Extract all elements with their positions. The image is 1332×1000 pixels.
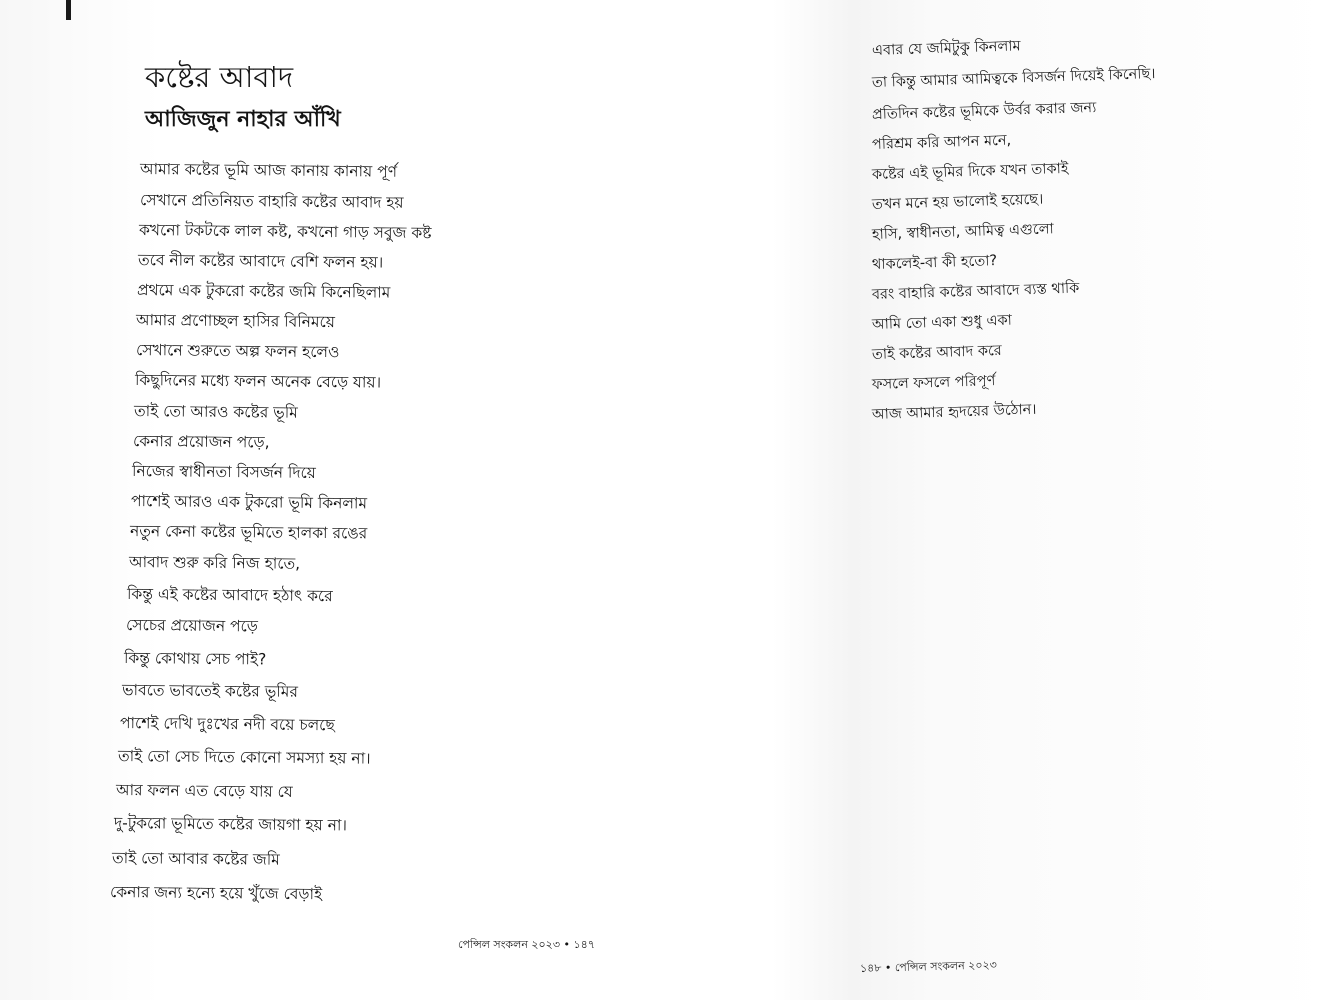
poem-line: আবাদ শুরু করি নিজ হাতে,: [128, 553, 301, 573]
poem-title: কষ্টের আবাদ: [145, 60, 294, 94]
right-page: [660, 0, 1332, 1000]
poem-line: ফসলে ফসলে পরিপূর্ণ: [871, 373, 996, 393]
poem-line: তাই তো আরও কষ্টের ভূমি: [133, 402, 298, 422]
poem-line: প্রতিদিন কষ্টের ভূমিকে উর্বর করার জন্য: [871, 99, 1097, 123]
poem-line: তাই তো সেচ দিতে কোনো সমস্যা হয় না।: [117, 747, 371, 768]
poem-line: হাসি, স্বাধীনতা, আমিত্ব এগুলো: [871, 221, 1054, 243]
poem-line: কেনার জন্য হন্যে হয়ে খুঁজে বেড়াই: [109, 883, 323, 904]
poem-line: নতুন কেনা কষ্টের ভূমিতে হালকা রঙের: [129, 522, 368, 543]
poem-line: সেখানে শুরুতে অল্প ফলন হলেও: [135, 341, 340, 362]
poem-line: সেখানে প্রতিনিয়ত বাহারি কষ্টের আবাদ হয়: [139, 191, 404, 212]
page-footer: ১৪৮ • পেন্সিল সংকলন ২০২৩: [859, 958, 997, 975]
poem-line: পরিশ্রম করি আপন মনে,: [871, 132, 1012, 153]
poem-line: তাই কষ্টের আবাদ করে: [871, 342, 1003, 363]
poem-line: কিন্তু এই কষ্টের আবাদে হঠাৎ করে: [126, 585, 333, 606]
poem-line: আমি তো একা শুধু একা: [871, 312, 1013, 333]
poem-line: তবে নীল কষ্টের আবাদে বেশি ফলন হয়।: [137, 251, 384, 272]
poem-line: কষ্টের এই ভূমির দিকে যখন তাকাই: [871, 160, 1069, 183]
poem-line: প্রথমে এক টুকরো কষ্টের জমি কিনেছিলাম: [136, 281, 391, 302]
poem-line: তখন মনে হয় ভালোই হয়েছে।: [871, 191, 1044, 213]
page-footer: পেন্সিল সংকলন ২০২৩ • ১৪৭: [458, 938, 595, 951]
poem-line: কিছুদিনের মধ্যে ফলন অনেক বেড়ে যায়।: [134, 371, 382, 392]
poem-line: ভাবতে ভাবতেই কষ্টের ভূমির: [121, 681, 299, 701]
poem-line: থাকলেই-বা কী হতো?: [871, 253, 998, 273]
poem-line: দু-টুকরো ভূমিতে কষ্টের জায়গা হয় না।: [113, 814, 348, 835]
poem-line: কেনার প্রয়োজন পড়ে,: [132, 432, 270, 452]
left-page: [0, 0, 660, 1000]
poem-line: আজ আমার হৃদয়ের উঠোন।: [871, 401, 1037, 423]
poem-line: আমার প্রণোচ্ছল হাসির বিনিময়ে: [135, 311, 336, 332]
poem-line: আমার কষ্টের ভূমি আজ কানায় কানায় পূর্ণ: [139, 160, 398, 181]
poem-line: কখনো টকটকে লাল কষ্ট, কখনো গাড় সবুজ কষ্ট: [138, 221, 432, 243]
poem-line: নিজের স্বাধীনতা বিসর্জন দিয়ে: [131, 462, 316, 482]
poem-line: আর ফলন এত বেড়ে যায় যে: [115, 781, 293, 801]
poem-line: পাশেই দেখি দুঃখের নদী বয়ে চলছে: [119, 714, 335, 735]
poem-line: এবার যে জমিটুকু কিনলাম: [871, 38, 1021, 59]
poem-line: তা কিন্তু আমার আমিত্বকে বিসর্জন দিয়েই কিনেছি।: [871, 66, 1156, 91]
poem-author: আজিজুন নাহার আঁখি: [145, 107, 341, 132]
poem-line: কিন্তু কোথায় সেচ পাই?: [123, 649, 267, 669]
poem-line: সেচের প্রয়োজন পড়ে: [125, 616, 258, 636]
poem-line: পাশেই আরও এক টুকরো ভূমি কিনলাম: [130, 492, 368, 513]
poem-line: তাই তো আবার কষ্টের জমি: [111, 849, 280, 869]
poem-line: বরং বাহারি কষ্টের আবাদে ব্যস্ত থাকি: [871, 280, 1080, 303]
